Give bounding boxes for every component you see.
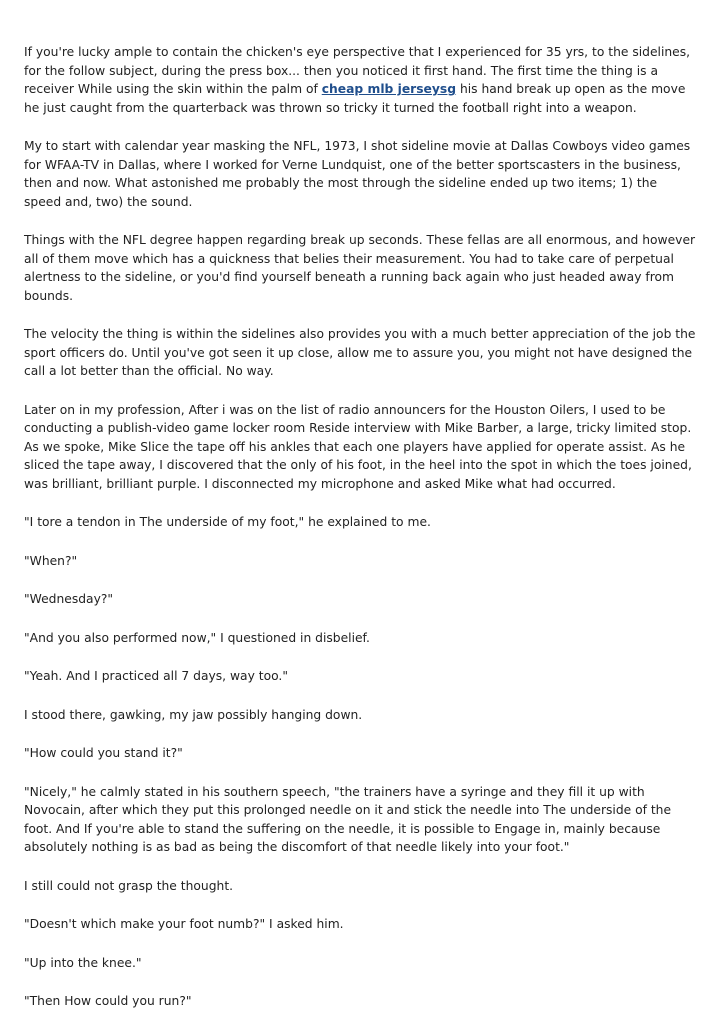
paragraph-10: "Yeah. And I practiced all 7 days, way too." xyxy=(24,669,288,683)
paragraph-1-text-before: If you're lucky ample to contain the chicken's eye perspective that I experienced for 35 yrs, to the sidelines, for the follow subject, during the press box... then you noticed it first hand. The first time the thing is a receiver While using the skin within the palm of xyxy=(24,45,691,96)
paragraph-5: Later on in my profession, After i was on the list of radio announcers for the Houston Oilers, I used to be conducting a publish-video game locker room Reside interview with Mike Barber, a large, tricky limited stop. As we spoke, Mike Slice the tape off his ankles that each one players have applied for operate assist. As he sliced the tape away, I discovered that the only of his foot, in the heel into the spot in which the toes joined, was brilliant, brilliant purple. I disconnected my microphone and asked Mike what had occurred. xyxy=(24,402,692,491)
paragraph-1-text-after: his hand break up open as the move he just caught from the quarterback was thrown so tricky it turned the football right into a weapon. xyxy=(24,82,686,115)
paragraph-9: "And you also performed now," I questioned in disbelief. xyxy=(24,630,370,645)
paragraph-4: The velocity the thing is within the sidelines also provides you with a much better appreciation of the job the sport officers do. Until you've got seen it up close, allow me to assure you, you might not have designed the call a lot better than the official. No way. xyxy=(24,327,696,378)
cheap-mlb-jerseys-link[interactable]: cheap mlb jerseysg xyxy=(321,82,457,96)
paragraph-7: "When?" xyxy=(24,553,78,568)
paragraph-6: "I tore a tendon in The underside of my foot," he explained to me. xyxy=(24,515,431,529)
paragraph-14: I still could not grasp the thought. xyxy=(24,878,234,893)
paragraph-3: Things with the NFL degree happen regarding break up seconds. These fellas are all enormous, and however all of them move which has a quickness that belies their measurement. You had to take care of perpetual alertness to the sideline, or you'd find yourself beneath a running back again who just headed away from bounds. xyxy=(24,233,696,303)
paragraph-16: "Up into the knee." xyxy=(24,955,142,970)
paragraph-13: "Nicely," he calmly stated in his southern speech, "the trainers have a syringe and they fill it up with Novocain, after which they put this prolonged needle on it and stick the needle into The underside of the foot. And If you're able to stand the suffering on the needle, it is possible to Engage in, mainly because absolutely nothing is as bad as being the discomfort of that needle likely into your foot." xyxy=(24,784,672,854)
paragraph-1 xyxy=(24,43,696,117)
paragraph-17: "Then How could you run?" xyxy=(24,994,192,1008)
paragraph-11: I stood there, gawking, my jaw possibly hanging down. xyxy=(24,707,363,722)
paragraph-8: "Wednesday?" xyxy=(24,592,114,606)
paragraph-15: "Doesn't which make your foot numb?" I asked him. xyxy=(24,917,344,931)
paragraph-2: My to start with calendar year masking the NFL, 1973, I shot sideline movie at Dallas Cowboys video games for WFAA-TV in Dallas, where I worked for Verne Lundquist, one of the better sportscasters in the business, then and now. What astonished me probably the most through the sideline ended up two items; 1) the speed and, two) the sound. xyxy=(24,139,691,209)
paragraph-12: "How could you stand it?" xyxy=(24,746,183,760)
